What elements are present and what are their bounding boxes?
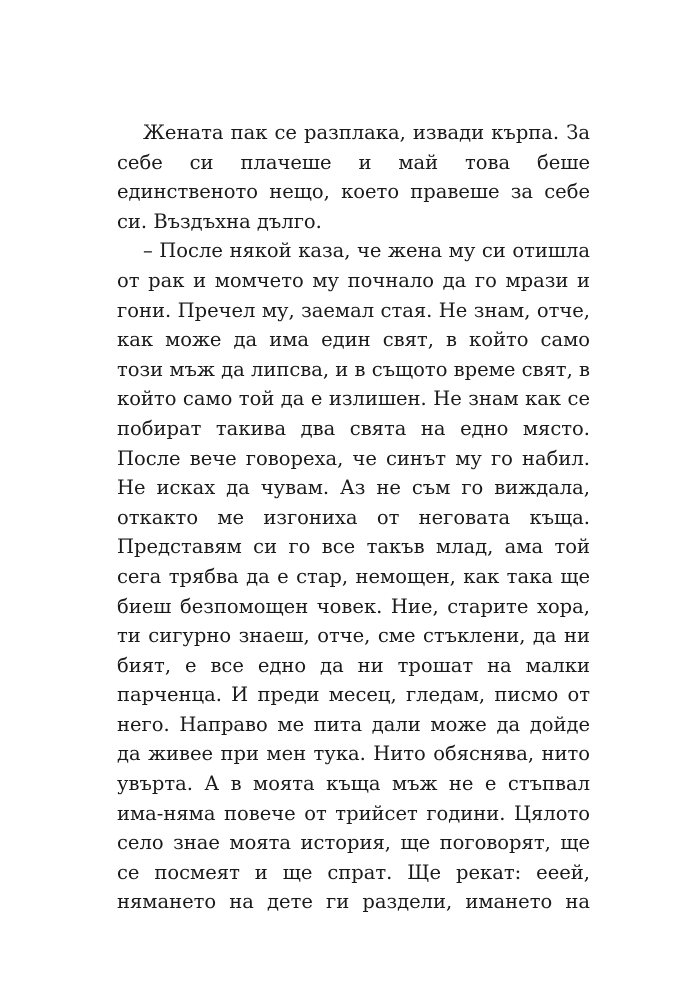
paragraph-2: – После някой каза, че жена му си отишла от рак и момчето му почнало да го мрази и гони. Пречел му, заемал стая. Не знам, отче, как може да има един свят, в който само този мъж да липсва, и в същото време свят, в който само той да е излишен. Не знам как се побират такива два свята на едно място. После вече говореха, че синът му го набил. Не исках да чувам. Аз не съм го виждала, откакто ме изгониха от неговата къща. Представям си го все такъв млад, ама той сега трябва да е стар, немощен, как така ще биеш безпомощен човек. Ние, старите хора, ти сигурно знаеш, отче, сме стъклени, да ни бият, е все едно да ни трошат на малки парченца. И преди месец, гледам, писмо от него. Направо ме пита дали може да дойде да живее при мен тука. Нито обяснява, нито увърта. А в моята къща мъж не е стъпвал има-няма повече от трийсет години. Цялото село знае моята история, ще поговорят, ще се посмеят и ще спрат. Ще рекат: ееей, нямането на дете ги раздели, имането на	[117, 239, 590, 914]
paragraph-1: Жената пак се разплака, извади кърпа. За себе си плачеше и май това беше единственото нещо, което правеше за себе си. Въздъхна дълго.	[117, 121, 590, 233]
body-text	[117, 118, 590, 917]
